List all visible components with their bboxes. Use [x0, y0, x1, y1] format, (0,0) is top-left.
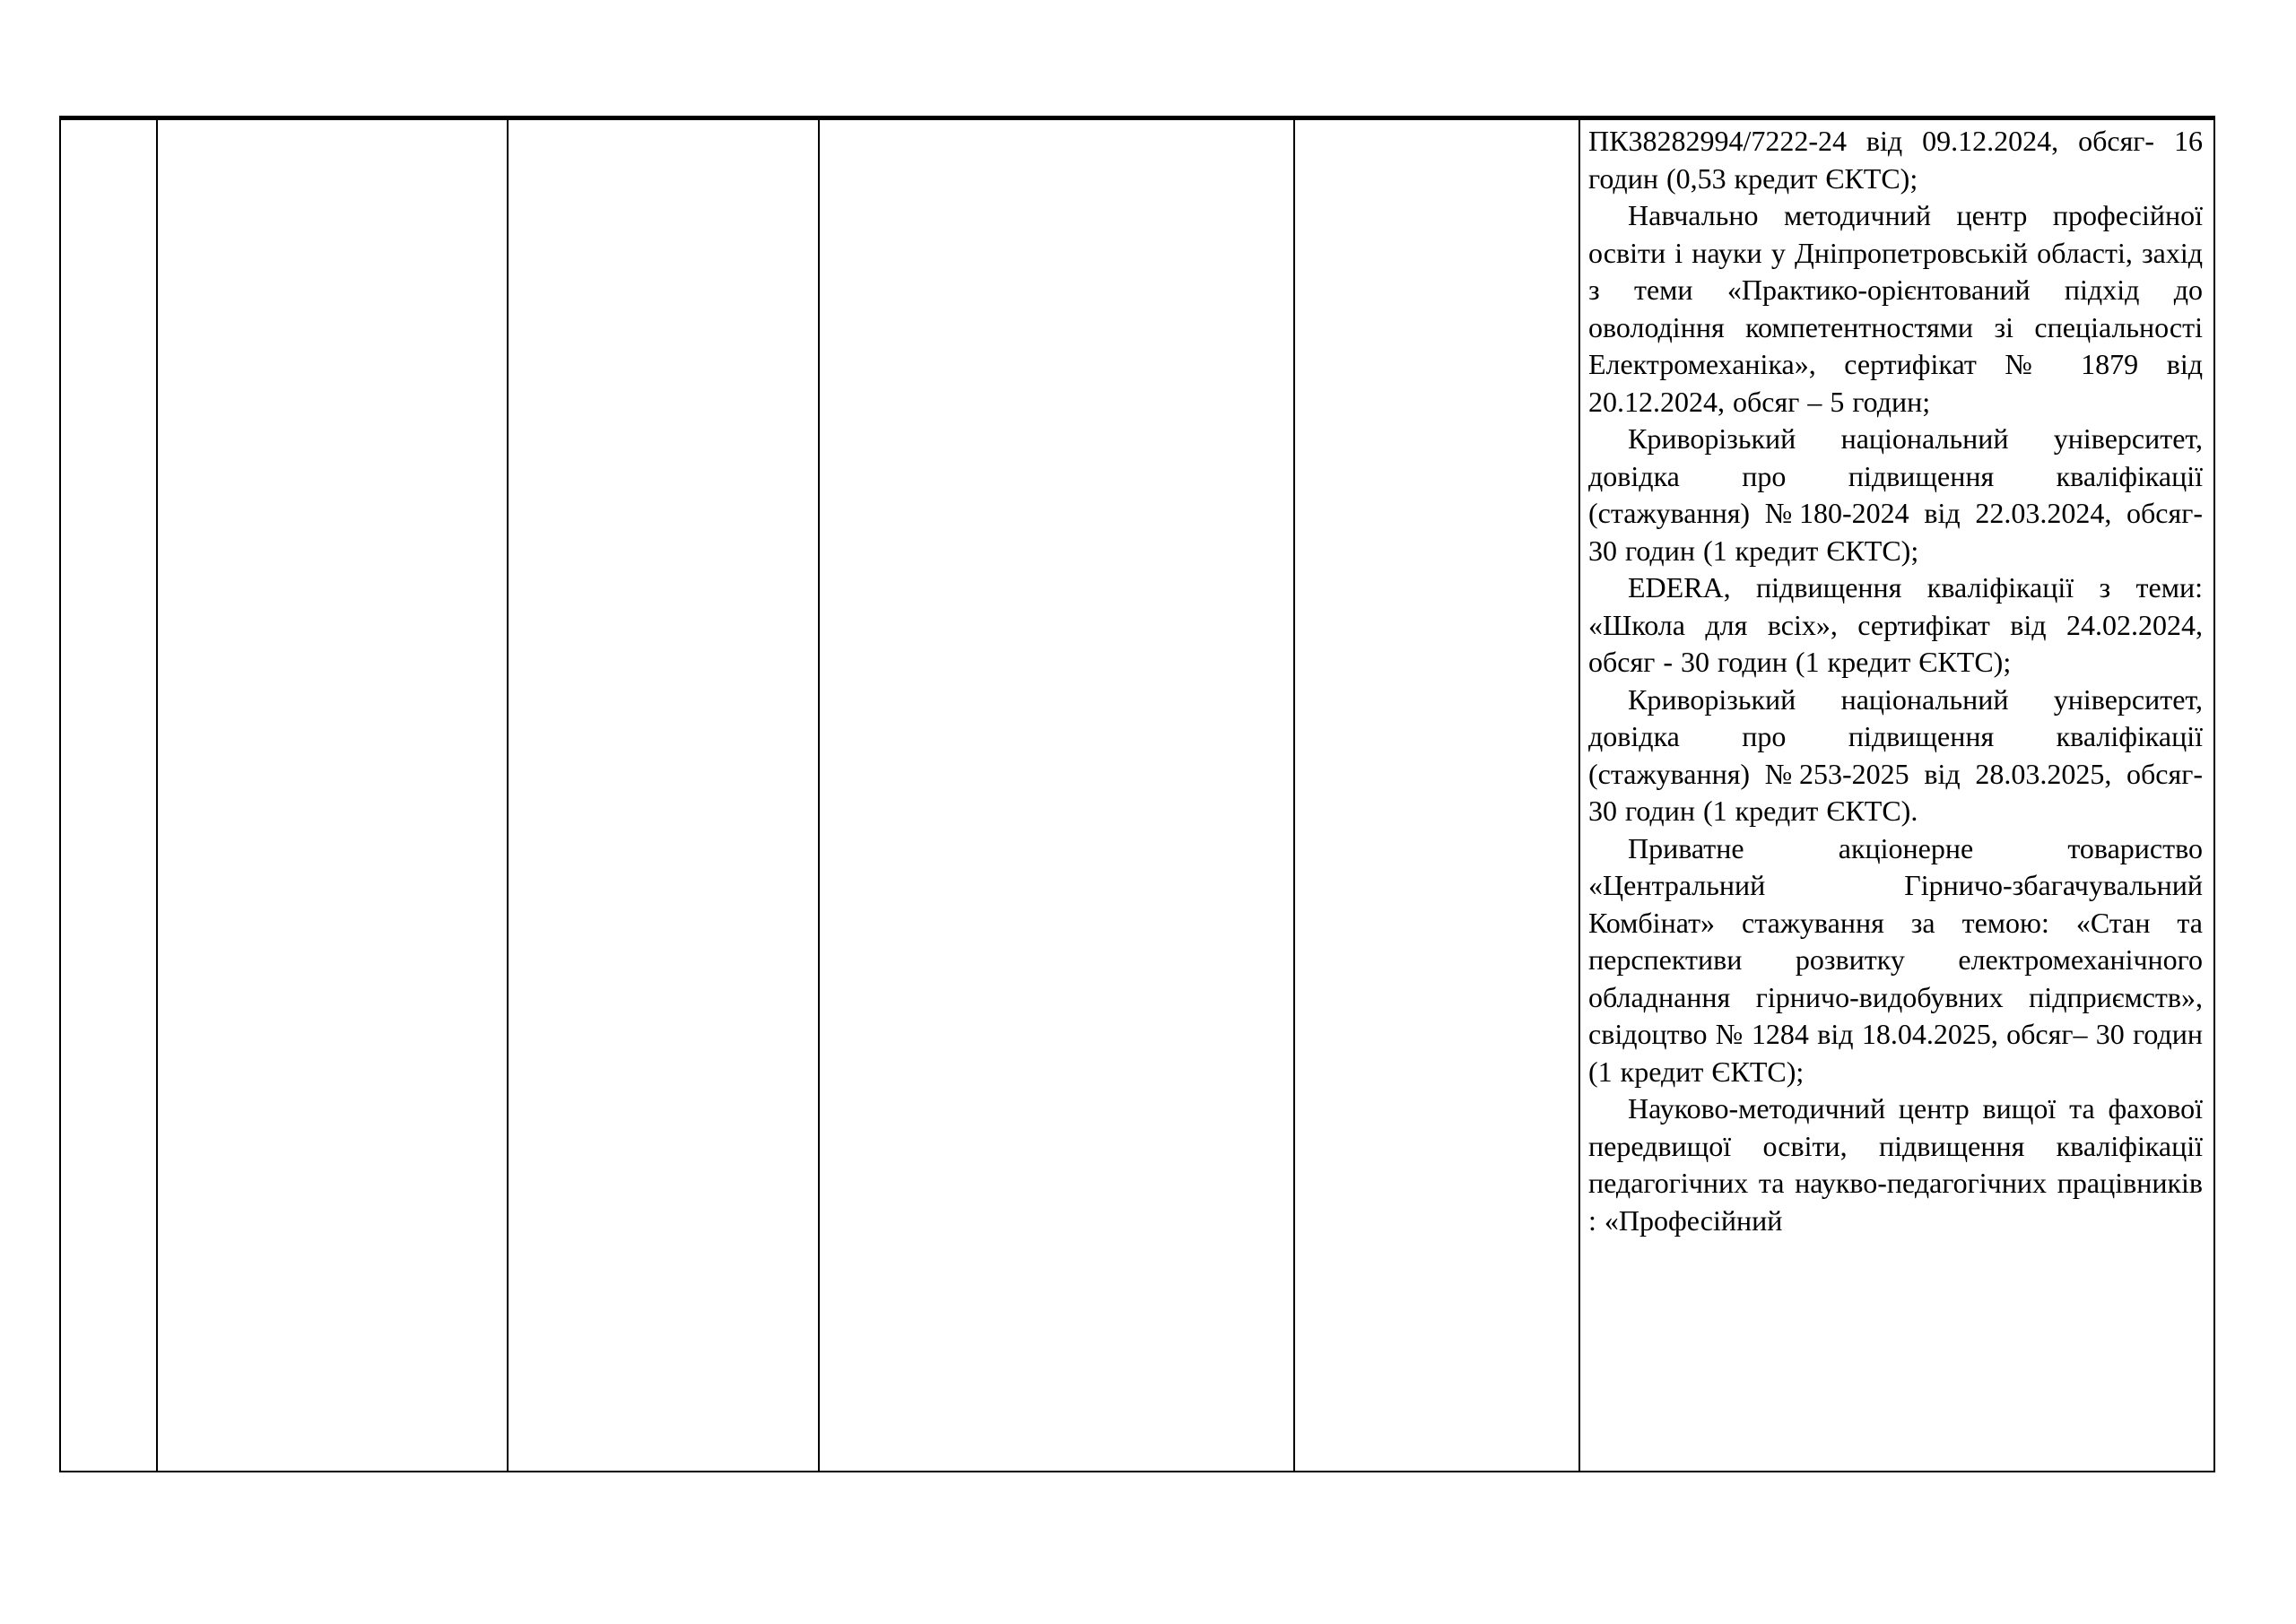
paragraph-kryvyi-rih-university-2024: Криворізький національний університет, довідка про підвищення кваліфікації (стажування) №180-2024 від 22.03.2024, обсяг- 30 годин (1 кредит ЄКТС);	[1588, 422, 2203, 567]
table-cell-qualifications-text	[1580, 120, 2213, 1471]
table-cell-2-empty	[158, 120, 509, 1471]
table-cell-5-empty	[1295, 120, 1580, 1471]
table-cell-4-empty	[820, 120, 1295, 1471]
paragraph-mining-plant-internship: Приватне акціонерне товариство «Центральний Гірничо-збагачувальний Комбінат» стажування за темою: «Стан та перспективи розвитку електромеханічного обладнання гірничо-видобувних підприємств», свідоцтво № 1284 від 18.04.2025, обсяг– 30 годин (1 кредит ЄКТС);	[1588, 831, 2203, 1088]
paragraph-training-methodical-center: Навчально методичний центр професійної освіти і науки у Дніпропетровській області, захід з теми «Практико-орієнтований підхід до оволодіння компетентностями зі спеціальності Електромеханіка», сертифікат № 1879 від 20.12.2024, обсяг – 5 годин;	[1588, 199, 2203, 418]
paragraph-edera-course: EDERA, підвищення кваліфікації з теми: «Школа для всіх», сертифікат від 24.02.2024, обсяг - 30 годин (1 кредит ЄКТС);	[1588, 571, 2203, 678]
paragraph-certificate-continuation: ПК38282994/7222-24 від 09.12.2024, обсяг- 16 годин (0,53 кредит ЄКТС);	[1588, 125, 2203, 195]
qualifications-table	[59, 116, 2215, 1472]
paragraph-scientific-methodical-center: Науково-методичний центр вищої та фахової передвищої освіти, підвищення кваліфікації педагогічних та наукво-педагогічних працівників : «Професійний	[1588, 1092, 2203, 1237]
table-cell-1-empty	[61, 120, 158, 1471]
paragraph-kryvyi-rih-university-2025: Криворізький національний університет, довідка про підвищення кваліфікації (стажування) №253-2025 від 28.03.2025, обсяг- 30 годин (1 кредит ЄКТС).	[1588, 682, 2203, 827]
table-cell-3-empty	[509, 120, 820, 1471]
